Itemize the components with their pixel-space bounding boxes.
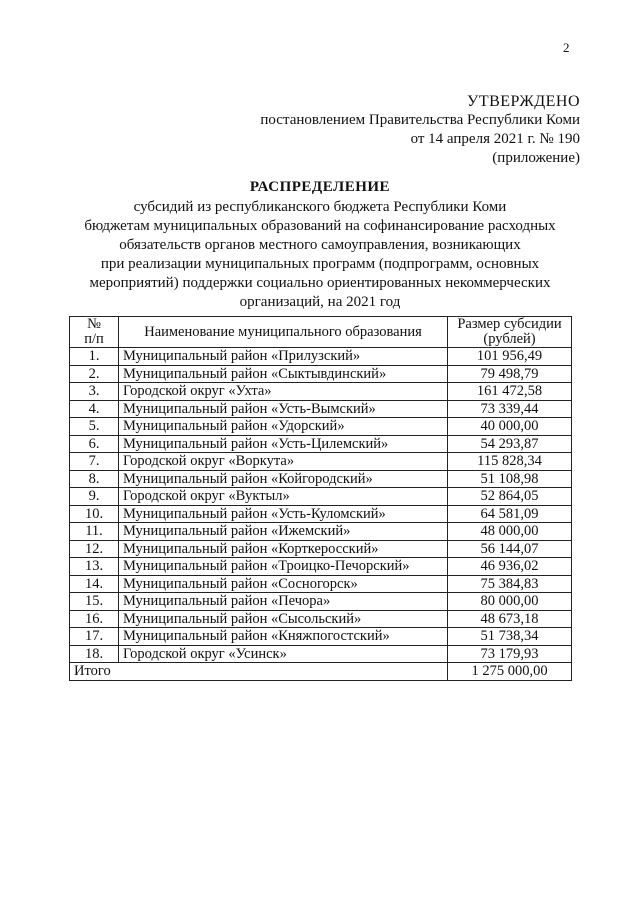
row-name: Городской округ «Усинск»: [119, 645, 448, 663]
row-name: Муниципальный район «Троицко-Печорский»: [119, 558, 448, 576]
row-num: 9.: [70, 488, 119, 506]
total-label: Итого: [70, 663, 448, 681]
row-num: 8.: [70, 470, 119, 488]
row-amount: 75 384,83: [448, 575, 572, 593]
row-num: 13.: [70, 558, 119, 576]
table-row: [70, 610, 572, 628]
header-name: Наименование муниципального образования: [119, 317, 448, 348]
row-num: 2.: [70, 365, 119, 383]
row-name: Муниципальный район «Койгородский»: [119, 470, 448, 488]
table-header-row: [70, 317, 572, 348]
approval-line: от 14 апреля 2021 г. № 190: [410, 131, 580, 147]
title-line: при реализации муниципальных программ (подпрограмм, основных: [100, 256, 540, 272]
page-number: 2: [563, 40, 570, 55]
title-line: организаций, на 2021 год: [239, 294, 401, 310]
row-num: 18.: [70, 645, 119, 663]
table-row: [70, 400, 572, 418]
table-row: [70, 488, 572, 506]
row-amount: 48 000,00: [448, 523, 572, 541]
header-num-line: п/п: [84, 331, 104, 347]
approval-line: постановлением Правительства Республики Коми: [260, 112, 580, 128]
table-row: [70, 575, 572, 593]
table-row: [70, 523, 572, 541]
row-name: Муниципальный район «Печора»: [119, 593, 448, 611]
row-name: Муниципальный район «Удорский»: [119, 418, 448, 436]
row-amount: 51 738,34: [448, 628, 572, 646]
row-name: Городской округ «Воркута»: [119, 453, 448, 471]
row-name: Муниципальный район «Сыктывдинский»: [119, 365, 448, 383]
approval-stamp: УТВЕРЖДЕНО: [466, 93, 580, 110]
row-amount: 52 864,05: [448, 488, 572, 506]
row-num: 17.: [70, 628, 119, 646]
row-num: 6.: [70, 435, 119, 453]
total-row: [70, 663, 572, 681]
row-num: 16.: [70, 610, 119, 628]
row-num: 15.: [70, 593, 119, 611]
row-amount: 56 144,07: [448, 540, 572, 558]
row-num: 7.: [70, 453, 119, 471]
header-amount-line: Размер субсидии: [457, 316, 562, 332]
row-amount: 80 000,00: [448, 593, 572, 611]
table-row: [70, 383, 572, 401]
row-amount: 73 179,93: [448, 645, 572, 663]
table-row: [70, 505, 572, 523]
row-name: Муниципальный район «Усть-Цилемский»: [119, 435, 448, 453]
row-amount: 115 828,34: [448, 453, 572, 471]
header-num-line: №: [87, 316, 101, 332]
approval-block: [260, 92, 580, 168]
row-num: 4.: [70, 400, 119, 418]
table-row: [70, 453, 572, 471]
table-row: [70, 540, 572, 558]
document-title: РАСПРЕДЕЛЕНИЕ: [249, 179, 391, 195]
row-num: 14.: [70, 575, 119, 593]
row-num: 11.: [70, 523, 119, 541]
row-name: Муниципальный район «Усть-Вымский»: [119, 400, 448, 418]
row-amount: 73 339,44: [448, 400, 572, 418]
row-name: Муниципальный район «Сысольский»: [119, 610, 448, 628]
table-row: [70, 418, 572, 436]
row-amount: 48 673,18: [448, 610, 572, 628]
row-name: Муниципальный район «Усть-Куломский»: [119, 505, 448, 523]
table-row: [70, 365, 572, 383]
table-row: [70, 628, 572, 646]
table-row: [70, 348, 572, 366]
total-amount: 1 275 000,00: [448, 663, 572, 681]
row-amount: 79 498,79: [448, 365, 572, 383]
row-amount: 51 108,98: [448, 470, 572, 488]
table-row: [70, 470, 572, 488]
header-num: [70, 317, 119, 348]
table-row: [70, 435, 572, 453]
row-name: Муниципальный район «Ижемский»: [119, 523, 448, 541]
title-line: мероприятий) поддержки социально ориентированных некоммерческих: [89, 275, 551, 291]
table-body: [70, 348, 572, 663]
subsidies-table: [69, 316, 572, 681]
row-name: Муниципальный район «Сосногорск»: [119, 575, 448, 593]
row-name: Городской округ «Ухта»: [119, 383, 448, 401]
row-amount: 64 581,09: [448, 505, 572, 523]
title-line: обязательств органов местного самоуправления, возникающих: [119, 237, 521, 253]
row-amount: 40 000,00: [448, 418, 572, 436]
row-name: Муниципальный район «Корткеросский»: [119, 540, 448, 558]
row-num: 3.: [70, 383, 119, 401]
header-amount: [448, 317, 572, 348]
row-amount: 46 936,02: [448, 558, 572, 576]
row-num: 12.: [70, 540, 119, 558]
row-num: 1.: [70, 348, 119, 366]
row-name: Муниципальный район «Княжпогостский»: [119, 628, 448, 646]
row-amount: 161 472,58: [448, 383, 572, 401]
row-amount: 54 293,87: [448, 435, 572, 453]
title-line: субсидий из республиканского бюджета Республики Коми: [133, 199, 507, 215]
row-name: Городской округ «Вуктыл»: [119, 488, 448, 506]
header-amount-line: (рублей): [483, 331, 536, 347]
title-line: бюджетам муниципальных образований на софинансирование расходных: [84, 218, 556, 234]
row-num: 10.: [70, 505, 119, 523]
row-amount: 101 956,49: [448, 348, 572, 366]
document-title-block: [70, 178, 570, 312]
table-row: [70, 558, 572, 576]
row-num: 5.: [70, 418, 119, 436]
table-row: [70, 593, 572, 611]
approval-line: (приложение): [492, 150, 580, 166]
table-row: [70, 645, 572, 663]
row-name: Муниципальный район «Прилузский»: [119, 348, 448, 366]
